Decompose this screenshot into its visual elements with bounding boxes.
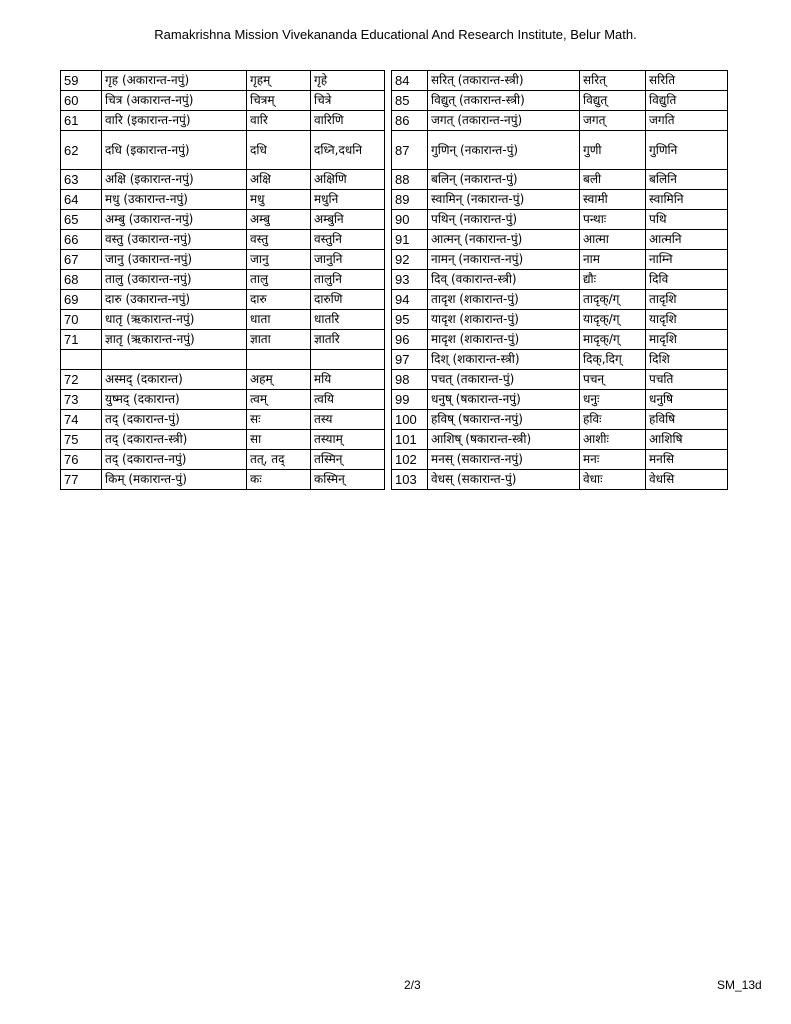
word-stem-cell: विद्युत् (तकारान्त-स्त्री): [428, 91, 580, 111]
row-number-cell: 102: [392, 450, 428, 470]
first-form-cell: त्वम्: [247, 390, 311, 410]
word-stem-cell: आशिष् (षकारान्त-स्त्री): [428, 430, 580, 450]
table-row: [392, 350, 728, 370]
locative-form-cell: ज्ञातरि: [311, 330, 385, 350]
first-form-cell: वस्तु: [247, 230, 311, 250]
first-form-cell: दधि: [247, 131, 311, 170]
table-row: [392, 410, 728, 430]
row-number-cell: 87: [392, 131, 428, 170]
word-stem-cell: बलिन् (नकारान्त-पुं): [428, 170, 580, 190]
word-stem-cell: तद् (दकारान्त-स्त्री): [102, 430, 247, 450]
first-form-cell: सः: [247, 410, 311, 430]
locative-form-cell: गृहे: [311, 71, 385, 91]
table-row: [392, 270, 728, 290]
table-row: [61, 310, 385, 330]
row-number-cell: 66: [61, 230, 102, 250]
table-row: [392, 370, 728, 390]
table-row: [61, 290, 385, 310]
row-number-cell: 89: [392, 190, 428, 210]
first-form-cell: विद्युत्: [580, 91, 646, 111]
word-stem-cell: अम्बु (उकारान्त-नपुं): [102, 210, 247, 230]
locative-form-cell: स्वामिनि: [646, 190, 728, 210]
row-number-cell: 68: [61, 270, 102, 290]
row-number-cell: 65: [61, 210, 102, 230]
page-header: Ramakrishna Mission Vivekananda Educational And Research Institute, Belur Math.: [154, 27, 637, 42]
row-number-cell: 60: [61, 91, 102, 111]
row-number-cell: 86: [392, 111, 428, 131]
locative-form-cell: जानुनि: [311, 250, 385, 270]
locative-form-cell: मनसि: [646, 450, 728, 470]
locative-form-cell: पथि: [646, 210, 728, 230]
row-number-cell: 94: [392, 290, 428, 310]
first-form-cell: तालु: [247, 270, 311, 290]
row-number-cell: 75: [61, 430, 102, 450]
word-stem-cell: अस्मद् (दकारान्त): [102, 370, 247, 390]
word-stem-cell: दारु (उकारान्त-नपुं): [102, 290, 247, 310]
table-row: [61, 330, 385, 350]
table-row: [392, 131, 728, 170]
first-form-cell: गृहम्: [247, 71, 311, 91]
table-row: [392, 230, 728, 250]
word-stem-cell: मादृश (शकारान्त-पुं): [428, 330, 580, 350]
locative-form-cell: दारुणि: [311, 290, 385, 310]
locative-form-cell: विद्युति: [646, 91, 728, 111]
locative-form-cell: वेधसि: [646, 470, 728, 490]
row-number-cell: 77: [61, 470, 102, 490]
locative-form-cell: वस्तुनि: [311, 230, 385, 250]
word-stem-cell: तादृश (शकारान्त-पुं): [428, 290, 580, 310]
row-number-cell: 67: [61, 250, 102, 270]
locative-form-cell: पचति: [646, 370, 728, 390]
word-stem-cell: धनुष् (षकारान्त-नपुं): [428, 390, 580, 410]
table-row: [61, 450, 385, 470]
row-number-cell: [61, 350, 102, 370]
word-stem-cell: किम् (मकारान्त-पुं): [102, 470, 247, 490]
word-stem-cell: तद् (दकारान्त-नपुं): [102, 450, 247, 470]
row-number-cell: 63: [61, 170, 102, 190]
table-row: [61, 190, 385, 210]
word-stem-cell: नामन् (नकारान्त-नपुं): [428, 250, 580, 270]
table-row: [392, 71, 728, 91]
word-stem-cell: [102, 350, 247, 370]
first-form-cell: [247, 350, 311, 370]
table-row: [61, 390, 385, 410]
first-form-cell: धाता: [247, 310, 311, 330]
first-form-cell: गुणी: [580, 131, 646, 170]
word-stem-cell: दिश् (शकारान्त-स्त्री): [428, 350, 580, 370]
locative-form-cell: चित्रे: [311, 91, 385, 111]
first-form-cell: कः: [247, 470, 311, 490]
first-form-cell: वारि: [247, 111, 311, 131]
word-stem-cell: तद् (दकारान्त-पुं): [102, 410, 247, 430]
row-number-cell: 96: [392, 330, 428, 350]
table-row: [61, 430, 385, 450]
table-row: [61, 270, 385, 290]
row-number-cell: 72: [61, 370, 102, 390]
first-form-cell: मादृक्/ग्: [580, 330, 646, 350]
table-row: [61, 230, 385, 250]
locative-form-cell: बलिनि: [646, 170, 728, 190]
table-row: [61, 71, 385, 91]
first-form-cell: तत्, तद्: [247, 450, 311, 470]
word-stem-cell: जगत् (तकारान्त-नपुं): [428, 111, 580, 131]
first-form-cell: आशीः: [580, 430, 646, 450]
row-number-cell: 62: [61, 131, 102, 170]
table-row: [392, 111, 728, 131]
table-row: [61, 470, 385, 490]
locative-form-cell: अम्बुनि: [311, 210, 385, 230]
word-stem-cell: वेधस् (सकारान्त-पुं): [428, 470, 580, 490]
locative-form-cell: जगति: [646, 111, 728, 131]
row-number-cell: 76: [61, 450, 102, 470]
locative-form-cell: हविषि: [646, 410, 728, 430]
word-stem-cell: हविष् (षकारान्त-नपुं): [428, 410, 580, 430]
word-stem-cell: पथिन् (नकारान्त-पुं): [428, 210, 580, 230]
declension-table-left: [60, 70, 385, 490]
row-number-cell: 59: [61, 71, 102, 91]
locative-form-cell: तस्य: [311, 410, 385, 430]
table-row: [61, 111, 385, 131]
locative-form-cell: तादृशि: [646, 290, 728, 310]
row-number-cell: 71: [61, 330, 102, 350]
table-row: [392, 470, 728, 490]
word-stem-cell: मनस् (सकारान्त-नपुं): [428, 450, 580, 470]
word-stem-cell: धातृ (ऋकारान्त-नपुं): [102, 310, 247, 330]
locative-form-cell: मादृशि: [646, 330, 728, 350]
locative-form-cell: यादृशि: [646, 310, 728, 330]
row-number-cell: 98: [392, 370, 428, 390]
first-form-cell: मधु: [247, 190, 311, 210]
row-number-cell: 101: [392, 430, 428, 450]
locative-form-cell: कस्मिन्: [311, 470, 385, 490]
row-number-cell: 70: [61, 310, 102, 330]
table-row: [392, 330, 728, 350]
table-row: [61, 170, 385, 190]
row-number-cell: 85: [392, 91, 428, 111]
first-form-cell: वेधाः: [580, 470, 646, 490]
row-number-cell: 84: [392, 71, 428, 91]
declension-table-right: [391, 70, 728, 490]
row-number-cell: 97: [392, 350, 428, 370]
locative-form-cell: आशिषि: [646, 430, 728, 450]
locative-form-cell: दिवि: [646, 270, 728, 290]
row-number-cell: 88: [392, 170, 428, 190]
word-stem-cell: ज्ञातृ (ऋकारान्त-नपुं): [102, 330, 247, 350]
first-form-cell: द्यौः: [580, 270, 646, 290]
table-row: [61, 91, 385, 111]
word-stem-cell: जानु (उकारान्त-नपुं): [102, 250, 247, 270]
word-stem-cell: अक्षि (इकारान्त-नपुं): [102, 170, 247, 190]
first-form-cell: ज्ञाता: [247, 330, 311, 350]
first-form-cell: सा: [247, 430, 311, 450]
first-form-cell: दिक्,दिग्: [580, 350, 646, 370]
first-form-cell: नाम: [580, 250, 646, 270]
locative-form-cell: नाम्नि: [646, 250, 728, 270]
word-stem-cell: चित्र (अकारान्त-नपुं): [102, 91, 247, 111]
row-number-cell: 90: [392, 210, 428, 230]
table-row: [392, 170, 728, 190]
word-stem-cell: गुणिन् (नकारान्त-पुं): [428, 131, 580, 170]
table-row: [392, 430, 728, 450]
first-form-cell: जानु: [247, 250, 311, 270]
table-row: [392, 250, 728, 270]
first-form-cell: मनः: [580, 450, 646, 470]
locative-form-cell: दिशि: [646, 350, 728, 370]
word-stem-cell: तालु (उकारान्त-नपुं): [102, 270, 247, 290]
first-form-cell: धनुः: [580, 390, 646, 410]
locative-form-cell: आत्मनि: [646, 230, 728, 250]
locative-form-cell: धनुषि: [646, 390, 728, 410]
first-form-cell: यादृक्/ग्: [580, 310, 646, 330]
first-form-cell: स्वामी: [580, 190, 646, 210]
table-row: [392, 450, 728, 470]
first-form-cell: अक्षि: [247, 170, 311, 190]
first-form-cell: सरित्: [580, 71, 646, 91]
locative-form-cell: धातरि: [311, 310, 385, 330]
word-stem-cell: पचत् (तकारान्त-पुं): [428, 370, 580, 390]
word-stem-cell: गृह (अकारान्त-नपुं): [102, 71, 247, 91]
table-row: [392, 91, 728, 111]
row-number-cell: 73: [61, 390, 102, 410]
word-stem-cell: दिव् (वकारान्त-स्त्री): [428, 270, 580, 290]
locative-form-cell: गुणिनि: [646, 131, 728, 170]
first-form-cell: आत्मा: [580, 230, 646, 250]
word-stem-cell: सरित् (तकारान्त-स्त्री): [428, 71, 580, 91]
table-row: [61, 350, 385, 370]
locative-form-cell: वारिणि: [311, 111, 385, 131]
row-number-cell: 91: [392, 230, 428, 250]
table-row: [61, 210, 385, 230]
row-number-cell: 95: [392, 310, 428, 330]
table-row: [392, 310, 728, 330]
locative-form-cell: तस्याम्: [311, 430, 385, 450]
first-form-cell: पचन्: [580, 370, 646, 390]
first-form-cell: अहम्: [247, 370, 311, 390]
table-row: [61, 410, 385, 430]
row-number-cell: 99: [392, 390, 428, 410]
first-form-cell: तादृक्/ग्: [580, 290, 646, 310]
row-number-cell: 64: [61, 190, 102, 210]
locative-form-cell: तालुनि: [311, 270, 385, 290]
locative-form-cell: त्वयि: [311, 390, 385, 410]
page-number: 2/3: [404, 978, 421, 992]
table-row: [61, 370, 385, 390]
row-number-cell: 74: [61, 410, 102, 430]
word-stem-cell: वारि (इकारान्त-नपुं): [102, 111, 247, 131]
word-stem-cell: दधि (इकारान्त-नपुं): [102, 131, 247, 170]
word-stem-cell: वस्तु (उकारान्त-नपुं): [102, 230, 247, 250]
first-form-cell: अम्बु: [247, 210, 311, 230]
word-stem-cell: युष्मद् (दकारान्त): [102, 390, 247, 410]
row-number-cell: 103: [392, 470, 428, 490]
row-number-cell: 93: [392, 270, 428, 290]
row-number-cell: 92: [392, 250, 428, 270]
word-stem-cell: मधु (उकारान्त-नपुं): [102, 190, 247, 210]
locative-form-cell: अक्षिणि: [311, 170, 385, 190]
locative-form-cell: मधुनि: [311, 190, 385, 210]
first-form-cell: चित्रम्: [247, 91, 311, 111]
locative-form-cell: सरिति: [646, 71, 728, 91]
row-number-cell: 69: [61, 290, 102, 310]
table-row: [392, 210, 728, 230]
table-row: [61, 131, 385, 170]
locative-form-cell: दध्नि,दधनि: [311, 131, 385, 170]
row-number-cell: 61: [61, 111, 102, 131]
locative-form-cell: [311, 350, 385, 370]
word-stem-cell: यादृश (शकारान्त-पुं): [428, 310, 580, 330]
row-number-cell: 100: [392, 410, 428, 430]
locative-form-cell: तस्मिन्: [311, 450, 385, 470]
first-form-cell: बली: [580, 170, 646, 190]
word-stem-cell: स्वामिन् (नकारान्त-पुं): [428, 190, 580, 210]
table-row: [392, 190, 728, 210]
table-row: [392, 390, 728, 410]
table-row: [61, 250, 385, 270]
first-form-cell: दारु: [247, 290, 311, 310]
first-form-cell: जगत्: [580, 111, 646, 131]
document-id: SM_13d: [717, 978, 762, 992]
first-form-cell: हविः: [580, 410, 646, 430]
word-stem-cell: आत्मन् (नकारान्त-पुं): [428, 230, 580, 250]
locative-form-cell: मयि: [311, 370, 385, 390]
first-form-cell: पन्थाः: [580, 210, 646, 230]
table-row: [392, 290, 728, 310]
